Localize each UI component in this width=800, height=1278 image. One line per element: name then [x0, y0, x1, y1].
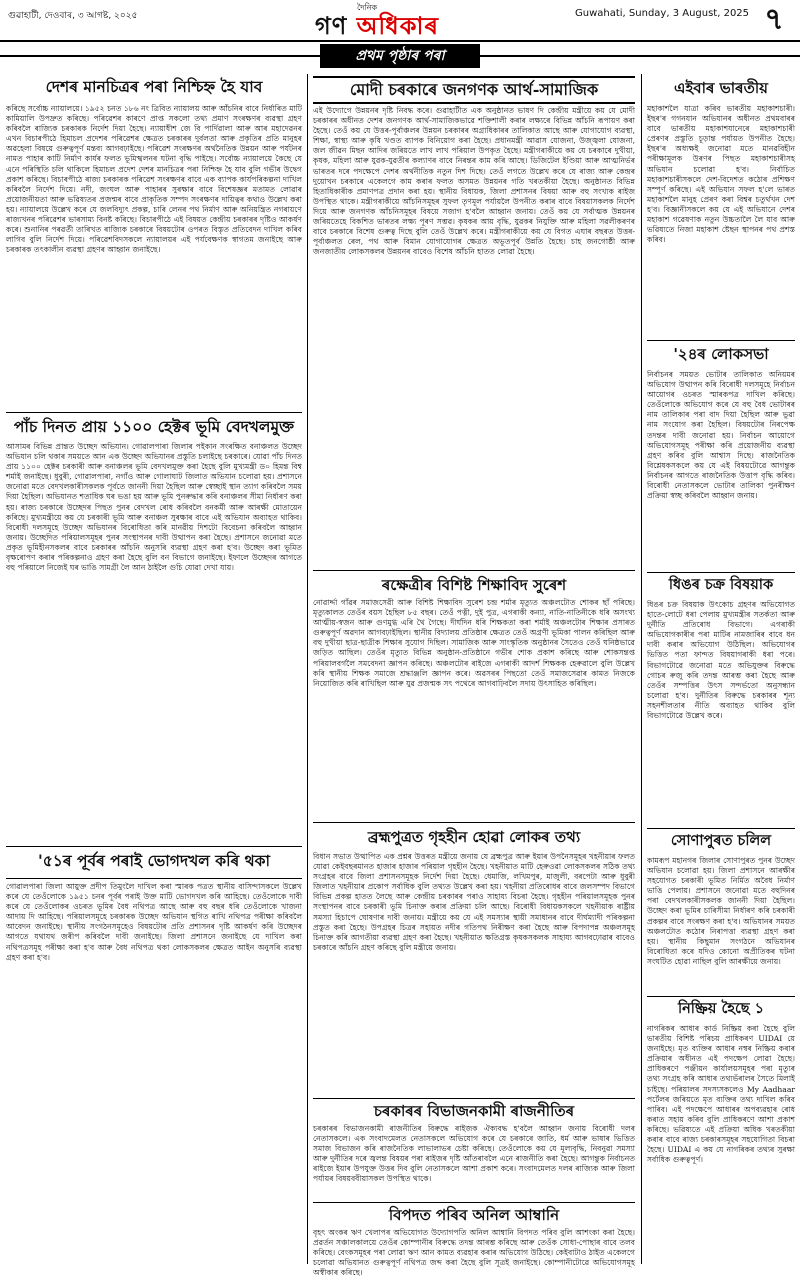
section-banner: প্ৰথম পৃষ্ঠাৰ পৰা: [320, 44, 480, 68]
article-body-brahmaputra: বিধান সভাত উত্থাপিত এক প্ৰশ্নৰ উত্তৰত মন্ত্ৰীয়ে জনায় যে ব্ৰহ্মপুত্ৰ আৰু ইয়াৰ উপনৈসমূহৰ খহনীয়াৰ ফলত যোৱা কেইবছৰমানত হাজাৰ হাজাৰ পৰিয়াল গৃহহীন হৈছে। খহনীয়াত মাটি হেৰুওৱা লোকসকলৰ সঠিক তথ্য সংগ্ৰহৰ বাবে জিলা প্ৰশাসনসমূহক নিৰ্দেশ দিয়া হৈছে। ধেমাজি, লখিমপুৰ, মাজুলী, বৰপেটা আৰু ধুবুৰী জিলাত খহনীয়াৰ প্ৰকোপ সৰ্বাধিক বুলি তথ্যত উল্লেখ কৰা হয়। খহনীয়া প্ৰতিৰোধৰ বাবে জলসম্পদ বিভাগে বিভিন্ন প্ৰকল্প হাতত লৈছে আৰু কেন্দ্ৰীয় চৰকাৰৰ পৰাও সাহায্য বিচৰা হৈছে। গৃহহীন পৰিয়ালসমূহক পুনৰ সংস্থাপনৰ বাবে চৰকাৰী ভূমি চিনাক্ত কৰাৰ প্ৰক্ৰিয়া চলি আছে। বিৰোধী বিধায়কসকলে খহনীয়াক ৰাষ্ট্ৰীয় সমস্যা হিচাপে ঘোষণাৰ দাবী জনায়। মন্ত্ৰীয়ে কয় যে এই সমস্যাৰ স্থায়ী সমাধানৰ বাবে দীৰ্ঘম্যাদী পৰিকল্পনা প্ৰস্তুত কৰা হৈছে। উপগ্ৰহৰ চিত্ৰৰ সহায়ত নদীৰ গতিপথ নিৰীক্ষণ কৰা হৈছে আৰু বিপদাপন্ন অঞ্চলসমূহ চিনাক্ত কৰি আগতীয়া ব্যৱস্থা গ্ৰহণ কৰা হৈছে। খহনীয়াত ক্ষতিগ্ৰস্ত কৃষকসকলক সাহায্য আগবঢ়োৱাৰ বাবেও চৰকাৰে আঁচনি গ্ৰহণ কৰিছে বুলি মন্ত্ৰীয়ে জনায়।: [313, 852, 635, 952]
logo-name: [315, 8, 439, 48]
article-body-loksabha: নিৰ্বাচনৰ সময়ত ভোটাৰ তালিকাত অনিয়মৰ অভিযোগ উত্থাপন কৰি বিৰোধী দলসমূহে নিৰ্বাচন আয়োগৰ ওচৰত স্মাৰকপত্ৰ দাখিল কৰিছে। তেওঁলোকে অভিযোগ কৰে যে বহু বৈধ ভোটাৰৰ নাম তালিকাৰ পৰা বাদ দিয়া হৈছিল আৰু ভুৱা নাম সংযোগ কৰা হৈছিল। বিষয়টোৰ নিৰপেক্ষ তদন্তৰ দাবী জনোৱা হয়। নিৰ্বাচন আয়োগে অভিযোগসমূহ পৰীক্ষা কৰি প্ৰয়োজনীয় ব্যৱস্থা গ্ৰহণ কৰিব বুলি আশ্বাস দিছে। ৰাজনৈতিক বিশ্লেষকসকলে কয় যে এই বিষয়টোৱে আগন্তুক নিৰ্বাচনৰ আগতে ৰাজনৈতিক উত্তাপ বৃদ্ধি কৰিব। বিৰোধী নেতাসকলে ভোটাৰ তালিকা পুনৰীক্ষণ প্ৰক্ৰিয়া স্বচ্ছ কৰিবলৈ আহ্বান জনায়।: [647, 370, 795, 501]
headline-anil-ambani: বিপদত পৰিব অনিল আম্বানি: [388, 1206, 560, 1224]
masthead: [0, 0, 800, 42]
article-body-educationist: নোৱাৰ্দ্দা গাঁৱৰ সমাজসেৱী আৰু বিশিষ্ট শিক্ষাবিদ সুৰেশ চন্দ্ৰ শৰ্মাৰ মৃত্যুত অঞ্চলটোত শোকৰ ছাঁ পৰিছে। মৃত্যুকালত তেওঁৰ বয়স হৈছিল ৮৫ বছৰ। তেওঁ পত্নী, দুই পুত্ৰ, এগৰাকী কন্যা, নাতি-নাতিনীকে ধৰি অসংখ্য আত্মীয়-স্বজন আৰু গুণমুগ্ধ এৰি থৈ গৈছে। দীৰ্ঘদিন ধৰি শিক্ষকতা কৰা শৰ্মাই অঞ্চলটোৰ শিক্ষাৰ প্ৰসাৰত গুৰুত্বপূৰ্ণ অৱদান আগবঢ়াইছিল। স্থানীয় বিদ্যালয় প্ৰতিষ্ঠাৰ ক্ষেত্ৰত তেওঁ অগ্ৰণী ভূমিকা পালন কৰিছিল আৰু বহু দুখীয়া ছাত্ৰ-ছাত্ৰীক শিক্ষাৰ সুযোগ দিছিল। সামাজিক আৰু সাংস্কৃতিক অনুষ্ঠানৰ সৈতেও তেওঁ ঘনিষ্ঠভাৱে জড়িত আছিল। তেওঁৰ মৃত্যুত বিভিন্ন অনুষ্ঠান-প্ৰতিষ্ঠানে গভীৰ শোক প্ৰকাশ কৰিছে আৰু শোকসন্তপ্ত পৰিয়ালবৰ্গলৈ সমবেদনা জ্ঞাপন কৰিছে। অঞ্চলটোৰ ৰাইজে এগৰাকী আদৰ্শ শিক্ষকক হেৰুৱালে বুলি উল্লেখ কৰি স্থানীয় শিক্ষক সমাজে শ্ৰদ্ধাঞ্জলি জ্ঞাপন কৰে। অৱসৰৰ পিছতো তেওঁ সমাজসেৱাৰ কামত নিজকে নিয়োজিত কৰি ৰাখিছিল আৰু যুৱ প্ৰজন্মক সৎ পথেৰে আগবাঢ়িবলৈ সদায় উৎসাহিত কৰিছিল।: [313, 598, 635, 688]
article-body-deactivated: নাগৰিকৰ আধাৰ কাৰ্ড নিষ্ক্ৰিয় কৰা হৈছে বুলি ভাৰতীয় বিশিষ্ট পৰিচয় প্ৰাধিকৰণ UIDAI য়ে জনাইছে। মৃত ব্যক্তিৰ আধাৰ নম্বৰ নিষ্ক্ৰিয় কৰাৰ প্ৰক্ৰিয়াৰ অধীনত এই পদক্ষেপ লোৱা হৈছে। প্ৰাধিকৰণে পঞ্জীয়ন কাৰ্যালয়সমূহৰ পৰা মৃত্যুৰ তথ্য সংগ্ৰহ কৰি আধাৰ তথ্যভঁৰালৰ সৈতে মিলাই চাইছে। পৰিয়ালৰ সদস্যসকলেও My Aadhaar পৰ্টেলৰ জৰিয়তে মৃত ব্যক্তিৰ তথ্য দাখিল কৰিব পাৰিব। এই পদক্ষেপে আধাৰৰ অপব্যৱহাৰ ৰোধ কৰাত সহায় কৰিব বুলি প্ৰাধিকৰণে আশা প্ৰকাশ কৰিছে। ভৱিষ্যতে এই প্ৰক্ৰিয়া অধিক খৰতকীয়া কৰাৰ বাবে ৰাজ্য চৰকাৰসমূহৰ সহযোগিতা বিচৰা হৈছে। UIDAI এ কয় যে নাগৰিকৰ তথ্যৰ সুৰক্ষা সৰ্বাধিক গুৰুত্বপূৰ্ণ।: [647, 1024, 795, 1165]
article-divider: [6, 878, 302, 879]
bengali-date: গুৱাহাটী, দেওবাৰ, ৩ আগষ্ট, ২০২৫: [8, 11, 138, 21]
headline-eviction: পাঁচ দিনত প্ৰায় ১১০০ হেক্টৰ ভূমি বেদখলমুক্ত: [13, 417, 295, 436]
logo-tagline: দৈনিক: [357, 3, 378, 12]
article-divider: [647, 340, 795, 341]
headline-brahmaputra: ব্ৰহ্মপুত্ৰত গৃহহীন হোৱা লোকৰ তথ্য: [367, 828, 581, 846]
article-body-divisive-politics: চৰকাৰৰ বিভাজনকামী ৰাজনীতিৰ বিৰুদ্ধে ৰাইজক ঐক্যবদ্ধ হ'বলৈ আহ্বান জনায় বিৰোধী দলৰ নেতাসকলে। এক সংবাদমেলত নেতাসকলে অভিযোগ কৰে যে চৰকাৰে জাতি, ধৰ্ম আৰু ভাষাৰ ভিত্তিত সমাজ বিভাজন কৰি ৰাজনৈতিক লাভালাভৰ চেষ্টা কৰিছে। তেওঁলোকে কয় যে মূল্যবৃদ্ধি, নিবনুৱা সমস্যা আৰু দুৰ্নীতিৰ দৰে জ্বলন্ত বিষয়ৰ পৰা ৰাইজৰ দৃষ্টি আঁতৰাবলৈ এনে ৰাজনীতি কৰা হৈছে। আগন্তুক নিৰ্বাচনত ৰাইজে ইয়াৰ উপযুক্ত উত্তৰ দিব বুলি নেতাসকলে আশা প্ৰকাশ কৰে। সংবাদমেলত দলৰ ৰাজ্যিক আৰু জিলা পৰ্যায়ৰ বিষয়ববীয়াসকল উপস্থিত থাকে।: [313, 1124, 635, 1184]
article-body-map: কৰিছে সৰ্বোচ্চ ন্যায়ালয়ে। ১৯৫২ চনত ১৮৬ নং ত্ৰিবিত ন্যায়ালয় আৰু আঁচনিৰ বাবে নিৰ্ধাৰিত মাটি কামিয়ালি উপদ্ৰুত কৰিছে। পৰিৱেশৰ কাৰণে প্ৰাপ্ত সকলো তথ্য প্ৰমাণ সংৰক্ষণৰ ব্যৱস্থা গ্ৰহণ কৰিবলৈ ৰাজ্যিক চৰকাৰক নিৰ্দেশ দিয়া হৈছে। ন্যায়াধীশ জে বি পাৰ্দিৱালা আৰু আৰ মহাদেৱনৰ এখন বিচাৰপীঠে হিমাচল প্ৰদেশৰ পৰিৱেশৰ ক্ষেত্ৰত চৰকাৰৰ দুৰ্বলতা আৰু প্ৰকৃতিৰ প্ৰতি মানুহৰ অৱহেলা বিষয়ে গুৰুত্বপূৰ্ণ মন্তব্য আগবঢ়াইছে। পৰিৱেশ সংৰক্ষণৰ অৰ্থনৈতিক উন্নয়ন আৰু পৰ্যটনৰ নামত পাহাৰ কাটি নিৰ্মাণ কাৰ্যৰ ফলত ভূমিস্খলনৰ ঘটনা বৃদ্ধি পাইছে। সৰ্বোচ্চ ন্যায়ালয়ে কৈছে যে এনে পৰিস্থিতি চলি থাকিলে হিমাচল প্ৰদেশ দেশৰ মানচিত্ৰৰ পৰা নিশ্চিহ্ন হৈ যাব বুলি গভীৰ উদ্বেগ প্ৰকাশ কৰিছে। বিচাৰপীঠে ৰাজ্য চৰকাৰক পৰিৱেশ সংৰক্ষণৰ বাবে এক ব্যাপক কাৰ্যপৰিকল্পনা দাখিল কৰিবলৈ নিৰ্দেশ দিয়ে। নদী, জংঘল আৰু পাহাৰৰ সুৰক্ষাৰ বাবে বিশেষজ্ঞৰ মতামত লোৱাৰ প্ৰয়োজনীয়তা আৰু ভৱিষ্যতৰ প্ৰজন্মৰ বাবে প্ৰাকৃতিক সম্পদ সংৰক্ষণৰ দায়িত্বৰ কথাও উল্লেখ কৰা হয়। ন্যায়ালয়ে উল্লেখ কৰে যে জলবিদ্যুৎ প্ৰকল্প, চাৰি লেনৰ পথ নিৰ্মাণ আৰু অনিয়ন্ত্ৰিত নগৰায়ণে ৰাজ্যখনৰ পৰিৱেশৰ ভাৰসাম্য বিনষ্ট কৰিছে। বিচাৰপীঠে এই বিষয়ত কেন্দ্ৰীয় চৰকাৰৰ দৃষ্টিও আকৰ্ষণ কৰে। শুনানিৰ পৰৱৰ্তী তাৰিখত ৰাজ্যিক চৰকাৰে বিষয়টোৰ ওপৰত বিস্তৃত প্ৰতিবেদন দাখিল কৰিব লাগিব বুলি নিৰ্দেশ দিয়ে। পৰিৱেশবিদসকলে ন্যায়ালয়ৰ এই পৰ্যবেক্ষণক স্বাগতম জনাইছে আৰু চৰকাৰক তৎকালীন ব্যৱস্থা গ্ৰহণৰ আহ্বান জনাইছে।: [6, 104, 302, 255]
headline-map: দেশৰ মানচিত্ৰৰ পৰা নিশ্চিহ্ন হৈ যাব: [45, 77, 263, 96]
headline-indian: এইবাৰ ভাৰতীয়: [674, 79, 768, 97]
newspaper-logo: [315, 2, 485, 38]
article-body-indian: মহাকাশলৈ যাত্ৰা কৰিব ভাৰতীয় মহাকাশচাৰী। ইছৰ'ৰ গগনযান অভিযানৰ অধীনত প্ৰথমবাৰৰ বাবে ভাৰতীয় মহাকাশযানেৰে মহাকাশচাৰী প্ৰেৰণৰ প্ৰস্তুতি চূড়ান্ত পৰ্যায়ত উপনীত হৈছে। ইছৰ'ৰ অধ্যক্ষই জনোৱা মতে মানৱবিহীন পৰীক্ষামূলক উৰণৰ পিছত মহাকাশচাৰীসহ অভিযান চলোৱা হ'ব। নিৰ্বাচিত মহাকাশচাৰীসকলে দেশ-বিদেশত কঠোৰ প্ৰশিক্ষণ সম্পূৰ্ণ কৰিছে। এই অভিযান সফল হ'লে ভাৰত মহাকাশলৈ মানুহ প্ৰেৰণ কৰা বিশ্বৰ চতুৰ্থখন দেশ হ'ব। বিজ্ঞানীসকলে কয় যে এই অভিযানে দেশৰ মহাকাশ গৱেষণাক নতুন উচ্চতালৈ লৈ যাব আৰু ভৱিষ্যতে নিজা মহাকাশ ষ্টেছন স্থাপনৰ পথ প্ৰশস্ত কৰিব।: [647, 104, 795, 245]
article-divider: [313, 1098, 635, 1099]
article-body-dhing-officer: ধিঙৰ চক্ৰ বিষয়াক উৎকোচ গ্ৰহণৰ অভিযোগত হাতে-লোটে ধৰা পেলায় মুখ্যমন্ত্ৰীৰ সতৰ্কতা আৰু দুৰ্নীতি প্ৰতিৰোধ বিভাগে। এগৰাকী অভিযোগকাৰীৰ পৰা মাটিৰ নামজাৰিৰ বাবে ধন দাবী কৰাৰ অভিযোগ উঠিছিল। অভিযোগৰ ভিত্তিত পতা ফান্দত বিষয়াগৰাকী ধৰা পৰে। বিভাগটোৱে জনোৱা মতে অভিযুক্তৰ বিৰুদ্ধে গোচৰ ৰুজু কৰি তদন্ত আৰম্ভ কৰা হৈছে আৰু তেওঁৰ সম্পত্তিৰ উৎস সন্দৰ্ভতো অনুসন্ধান চলোৱা হ'ব। দুৰ্নীতিৰ বিৰুদ্ধে চৰকাৰৰ শূন্য সহনশীলতাৰ নীতি অব্যাহত থাকিব বুলি বিভাগটোৱে উল্লেখ কৰে।: [647, 600, 795, 721]
page-number: ৭: [764, 2, 784, 37]
headline-deactivated: নিষ্ক্ৰিয় হৈছে ১: [677, 1000, 765, 1017]
logo-part-gana: গণ: [315, 12, 348, 40]
article-divider: [647, 996, 795, 997]
english-date: Guwahati, Sunday, 3 August, 2025: [575, 8, 750, 19]
article-body-anil-ambani: বৃহৎ অংকৰ ঋণ খেলাপৰ অভিযোগত উদ্যোগপতি অনিল আম্বানি বিপদত পৰিব বুলি আশংকা কৰা হৈছে। প্ৰৱৰ্তন সঞ্চালকালয়ে তেওঁৰ কোম্পানীৰ বিৰুদ্ধে তদন্ত আৰম্ভ কৰিছে আৰু তেওঁক সোধা-পোছাৰ বাবে তলব কৰিছে। বেংকসমূহৰ পৰা লোৱা ঋণ আন কামত ব্যৱহাৰ কৰাৰ অভিযোগ উঠিছে। কেইবাটাও ঠাইত একেলগে চলোৱা অভিযানত গুৰুত্বপূৰ্ণ নথিপত্ৰ জব্দ কৰা হৈছে বুলি সূত্ৰই জনাইছে। কোম্পানীটোৱে অভিযোগসমূহ অস্বীকাৰ কৰিছে।: [313, 1228, 635, 1278]
column-divider: [641, 74, 642, 1264]
headline-loksabha: '২৪ৰ লোকসভা: [673, 345, 769, 363]
article-body-eviction: আসামৰ বিভিন্ন প্ৰান্তত উচ্ছেদ অভিযান। গোৱালপাৰা জিলাৰ পইকান সংৰক্ষিত বনাঞ্চলত উচ্ছেদ অভিযান চলি থকাৰ সময়তে আন এক উচ্ছেদ অভিযানৰ প্ৰস্তুতি চলাইছে চৰকাৰে। যোৱা পাঁচ দিনত প্ৰায় ১১০০ হেক্টৰ চৰকাৰী আৰু বনাঞ্চলৰ ভূমি বেদখলমুক্ত কৰা হৈছে বুলি মুখ্যমন্ত্ৰী ড০ হিমন্ত বিশ্ব শৰ্মাই জনাইছে। ধুবুৰী, গোৱালপাৰা, নগাঁও আৰু গোলাঘাট জিলাত অভিযান চলোৱা হয়। প্ৰশাসনে জনোৱা মতে বেদখলকাৰীসকলক পূৰ্বতে জাননী দিয়া হৈছিল আৰু স্বেচ্ছাই স্থান ত্যাগ কৰিবলৈ সময় দিয়া হৈছিল। অভিযানত শতাধিক ঘৰ ভঙা হয় আৰু ভূমি পুনৰুদ্ধাৰ কৰি বনাঞ্চলৰ সীমা নিৰ্ধাৰণ কৰা হয়। ৰাজ্য চৰকাৰে উচ্ছেদৰ পিছত পুনৰ বেদখল ৰোধ কৰিবলৈ বনকৰ্মী আৰু আৰক্ষী মোতায়েন কৰিছে। মুখ্যমন্ত্ৰীয়ে কয় যে চৰকাৰী ভূমি আৰু বনাঞ্চল সুৰক্ষাৰ বাবে এই অভিযান অব্যাহত থাকিব। বিৰোধী দলসমূহে উচ্ছেদ অভিযানৰ বিৰোধিতা কৰি মানৱীয় দিশটো বিবেচনা কৰিবলৈ আহ্বান জনায়। উচ্ছেদিত পৰিয়ালসমূহৰ পুনৰ সংস্থাপনৰ দাবী উত্থাপন কৰা হৈছে। প্ৰশাসনে জনোৱা মতে প্ৰকৃত ভূমিহীনসকলৰ বাবে চৰকাৰৰ আঁচনি অনুসৰি ব্যৱস্থা গ্ৰহণ কৰা হ'ব। উচ্ছেদ কৰা ভূমিত বৃক্ষৰোপণ কৰাৰ পৰিকল্পনাও গ্ৰহণ কৰা হৈছে বুলি বন বিভাগে জনাইছে। ইফালে উচ্ছেদৰ আগতে বহু পৰিয়ালে নিজেই ঘৰ ভাঙি সামগ্ৰী লৈ আন ঠাইলৈ গুচি যোৱা দেখা যায়।: [6, 442, 302, 573]
article-body-sonapur: কামৰূপ মহানগৰ জিলাৰ সোণাপুৰত পুনৰ উচ্ছেদ অভিযান চলোৱা হয়। জিলা প্ৰশাসনে আৰক্ষীৰ সহযোগত চৰকাৰী ভূমিত নিৰ্মিত অবৈধ নিৰ্মাণ ভাঙি পেলায়। প্ৰশাসনে জনোৱা মতে বহুদিনৰ পৰা বেদখলকাৰীসকলক জাননী দিয়া হৈছিল। উচ্ছেদ কৰা ভূমিৰ চাৰিসীমা নিৰ্ধাৰণ কৰি চৰকাৰী প্ৰকল্পৰ বাবে সংৰক্ষণ কৰা হ'ব। অভিযানৰ সময়ত অঞ্চলটোত কঠোৰ নিৰাপত্তা ব্যৱস্থা গ্ৰহণ কৰা হয়। স্থানীয় কিছুমান সংগঠনে অভিযানৰ বিৰোধিতা কৰে যদিও কোনো অপ্ৰীতিকৰ ঘটনা সংঘটিত হোৱা নাছিল বুলি আৰক্ষীয়ে জনায়।: [647, 856, 795, 966]
article-body-since-51: গোৱালপাৰা জিলা আয়ুক্ত প্ৰদীপ তিমুংলৈ দাখিল কৰা স্মাৰক পত্ৰত স্থানীয় বাসিন্দাসকলে উল্লেখ কৰে যে তেওঁলোকে ১৯৫১ চনৰ পূৰ্বৰ পৰাই উক্ত মাটি ভোগদখল কৰি আহিছে। তেওঁলোকে দাবী কৰে যে তেওঁলোকৰ ওচৰত ভূমিৰ বৈধ নথিপত্ৰ আছে আৰু বহু বছৰ ধৰি তেওঁলোকে খাজনা আদায় দি আহিছে। পৰিয়ালসমূহে চৰকাৰক উচ্ছেদ অভিযান স্থগিত ৰাখি নথিপত্ৰ পৰীক্ষা কৰিবলৈ আবেদন জনাইছে। স্থানীয় সংগঠনসমূহেও বিষয়টোৰ প্ৰতি প্ৰশাসনৰ দৃষ্টি আকৰ্ষণ কৰি উচ্ছেদৰ আগতে যথাযথ জৰীপ কৰিবলৈ দাবী জনাইছে। জিলা প্ৰশাসনে জনাইছে যে দাখিল কৰা নথিপত্ৰসমূহ পৰীক্ষা কৰা হ'ব আৰু বৈধ নথিপত্ৰ থকা লোকসকলৰ ক্ষেত্ৰত আইন অনুসৰি ব্যৱস্থা গ্ৰহণ কৰা হ'ব।: [6, 882, 302, 962]
article-body-modi-govt: এই উদ্যোগে উন্নয়নৰ দৃষ্টি নিবদ্ধ কৰে। গুৱাহাটীত এক অনুষ্ঠানত ভাষণ দি কেন্দ্ৰীয় মন্ত্ৰীয়ে কয় যে মোদী চৰকাৰৰ অধীনত দেশৰ জনগণক আৰ্থ-সামাজিকভাৱে শক্তিশালী কৰাৰ লক্ষ্যৰে বিভিন্ন আঁচনি ৰূপায়ণ কৰা হৈছে। তেওঁ কয় যে উত্তৰ-পূৰ্বাঞ্চলৰ উন্নয়ন চৰকাৰৰ অগ্ৰাধিকাৰৰ তালিকাত আছে আৰু যোগাযোগ ব্যৱস্থা, শিক্ষা, স্বাস্থ্য আৰু কৃষি খণ্ডত ব্যাপক বিনিয়োগ কৰা হৈছে। প্ৰধানমন্ত্ৰী আৱাস যোজনা, উজ্জ্বলা যোজনা, জল জীৱন মিছন আদিৰ জৰিয়তে লাখ লাখ পৰিয়াল উপকৃত হৈছে। মন্ত্ৰীগৰাকীয়ে কয় যে চৰকাৰে দুখীয়া, কৃষক, মহিলা আৰু যুৱক-যুৱতীৰ কল্যাণৰ বাবে নিৰন্তৰ কাম কৰি আছে। ডিজিটেল ইণ্ডিয়া আৰু আত্মনিৰ্ভৰ ভাৰতৰ দৰে পদক্ষেপে দেশৰ অৰ্থনীতিক নতুন দিশ দিছে। তেওঁ লগতে উল্লেখ কৰে যে ৰাজ্য আৰু কেন্দ্ৰৰ দুয়োখন চৰকাৰে একেলগে কাম কৰাৰ ফলত অসমত উন্নয়নৰ গতি খৰতকীয়া হৈছে। অনুষ্ঠানত বিভিন্ন হিতাধিকাৰীক প্ৰমাণপত্ৰ প্ৰদান কৰা হয়। স্থানীয় বিধায়ক, জিলা প্ৰশাসনৰ বিষয়া আৰু বহু সংখ্যক ৰাইজ উপস্থিত থাকে। মন্ত্ৰীগৰাকীয়ে আঁচনিসমূহৰ সুফল তৃণমূল পৰ্যায়লৈ উপনীত কৰাৰ বাবে বিষয়াসকলক নিৰ্দেশ দিয়ে আৰু জনগণক আঁচনিসমূহৰ বিষয়ে সজাগ হ'বলৈ আহ্বান জনায়। তেওঁ কয় যে সৰ্বাত্মক উন্নয়নৰ জৰিয়তেহে বিকশিত ভাৰতৰ লক্ষ্য পূৰণ সম্ভৱ। কৃষকৰ আয় বৃদ্ধি, যুৱকৰ নিযুক্তি আৰু মহিলা সৱলীকৰণৰ বাবে চৰকাৰে বিশেষ গুৰুত্ব দিছে বুলি তেওঁ উল্লেখ কৰে। মন্ত্ৰীগৰাকীয়ে কয় যে বিগত এঘাৰ বছৰত উত্তৰ-পূৰ্বাঞ্চলত ৰেল, পথ আৰু বিমান যোগাযোগৰ ক্ষেত্ৰত অভূতপূৰ্ব উন্নতি হৈছে। চাহ জনগোষ্ঠী আৰু জনজাতীয় লোকসকলৰ উন্নয়নৰ বাবেও বিশেষ আঁচনি হাতত লোৱা হৈছে।: [313, 106, 635, 257]
headline-educationist: ৰক্ষেত্ৰীৰ বিশিষ্ট শিক্ষাবিদ সুৰেশ: [381, 576, 567, 594]
column-divider: [307, 74, 308, 1264]
headline-divisive-politics: চৰকাৰৰ বিভাজনকামী ৰাজনীতিৰ: [373, 1102, 575, 1120]
article-divider: [313, 1202, 635, 1203]
headline-sonapur: সোণাপুৰত চলিল: [670, 832, 772, 849]
headline-modi-govt: মোদী চৰকাৰে জনগণক আৰ্থ-সামাজিক: [313, 76, 635, 104]
article-divider: [647, 828, 795, 829]
article-divider: [313, 822, 635, 823]
headline-since-51: '৫১ৰ পূৰ্বৰ পৰাই ভোগদখল কৰি থকা: [38, 851, 270, 870]
headline-dhing-officer: ধিঙৰ চক্ৰ বিষয়াক: [668, 576, 774, 593]
logo-part-adhikar: অধিকাৰ: [356, 12, 439, 40]
article-divider: [6, 412, 302, 413]
article-divider: [313, 570, 635, 571]
article-divider: [647, 572, 795, 573]
article-divider: [6, 846, 302, 847]
